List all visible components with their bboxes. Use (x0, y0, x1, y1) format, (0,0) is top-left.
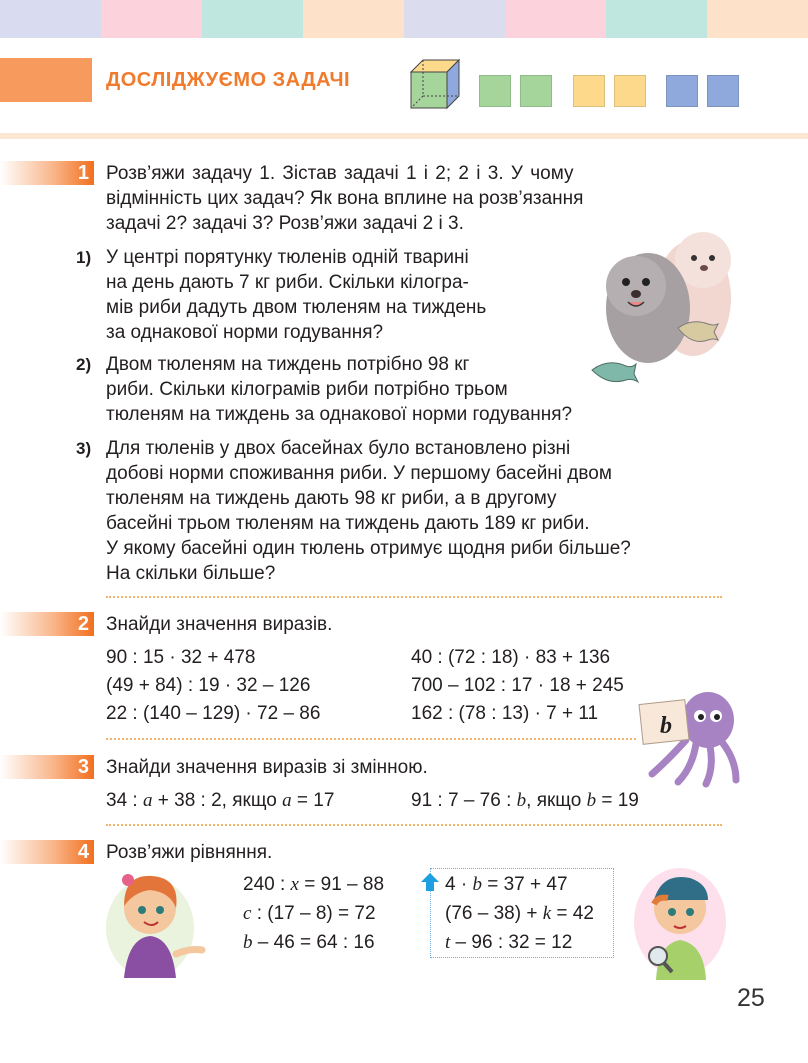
problem-text-line: У центрі порятунку тюленів одній тварині (106, 247, 469, 268)
expr-part: = 42 (551, 903, 594, 924)
expression: 22 : (140 – 129) · 72 – 86 (106, 703, 321, 724)
task-number-badge (0, 612, 94, 636)
variable: t (445, 932, 451, 953)
stripe (101, 0, 202, 38)
expr-part: – 46 = 64 : 16 (252, 932, 375, 953)
expr-part: = 19 (596, 790, 639, 811)
task-title: Розв’яжи рівняння. (106, 842, 273, 863)
stripe (404, 0, 505, 38)
equation (243, 901, 376, 926)
problem-text-line: добові норми споживання риби. У першому басейні двом (106, 463, 612, 484)
task-number-badge (0, 755, 94, 779)
problem-text-line: на день дають 7 кг риби. Скільки кілогра- (106, 272, 469, 293)
variable: b (243, 932, 253, 953)
task-number-badge (0, 840, 94, 864)
dotted-separator (106, 596, 722, 598)
top-color-stripes (0, 0, 808, 38)
expr-part: = 91 – 88 (298, 874, 385, 895)
problem-text-line: Для тюленів у двох басейнах було встановлено різні (106, 438, 571, 459)
task-text-line: відмінність цих задач? Як вона вплине на розв’язання (106, 188, 584, 209)
green-square (479, 75, 511, 107)
variable: b (516, 790, 527, 811)
expr-part: : (17 – 8) = 72 (251, 903, 376, 924)
problem-text-line: басейні трьом тюленям на тиждень дають 189 кг риби. (106, 513, 590, 534)
variable: c (243, 903, 252, 924)
problem-label: 1) (76, 248, 92, 267)
octopus-illustration (636, 688, 744, 788)
problem-text-line: риби. Скільки кілограмів риби потрібно трьом (106, 379, 508, 400)
stripe (303, 0, 404, 38)
expression: 40 : (72 : 18) · 83 + 136 (411, 647, 611, 668)
task-title: Знайди значення виразів. (106, 614, 333, 635)
problem-text-line: за однакової норми годування? (106, 322, 384, 343)
task-number: 4 (77, 841, 89, 863)
blue-square (666, 75, 698, 107)
task-number: 2 (77, 613, 89, 635)
stripe (606, 0, 707, 38)
problem-text-line: На скільки більше? (106, 563, 276, 584)
seals-illustration (588, 228, 748, 386)
problem-text-line: У якому басейні один тюлень отримує щодня риби більше? (106, 538, 631, 559)
expr-part: (76 – 38) + (445, 903, 543, 924)
task-number: 1 (77, 162, 89, 184)
cube-icon (409, 58, 461, 110)
expression-with-variable (411, 788, 639, 813)
green-square (520, 75, 552, 107)
expression-with-variable (106, 788, 334, 813)
card-letter: b (660, 713, 672, 739)
task-title: Знайди значення виразів зі змінною. (106, 757, 428, 778)
expression: 162 : (78 : 13) · 7 + 11 (411, 703, 599, 724)
variable: a (282, 790, 292, 811)
stripe (202, 0, 303, 38)
header-tab (0, 58, 92, 102)
variable: b (472, 874, 482, 895)
problem-text-line: мів риби дадуть двом тюленям на тиждень (106, 297, 487, 318)
task-number: 3 (77, 756, 89, 778)
problem-label: 3) (76, 439, 92, 458)
task-number-badge (0, 161, 94, 185)
expression: 90 : 15 · 32 + 478 (106, 647, 256, 668)
dotted-separator (106, 738, 636, 740)
up-arrow-icon (420, 872, 440, 892)
equation (445, 901, 594, 926)
task-text-line: задачі 2? задачі 3? Розв’яжи задачі 2 і 3. (106, 213, 464, 234)
dotted-separator (106, 824, 722, 826)
expression: (49 + 84) : 19 · 32 – 126 (106, 675, 311, 696)
yellow-square (573, 75, 605, 107)
problem-text-line: тюленям на тиждень за однакової норми годування? (106, 404, 573, 425)
variable: x (290, 874, 299, 895)
equation (243, 872, 384, 897)
variable: k (542, 903, 552, 924)
equation (243, 930, 375, 955)
problem-label: 2) (76, 355, 92, 374)
section-title: ДОСЛІДЖУЄМО ЗАДАЧІ (106, 69, 351, 91)
expression: 700 – 102 : 17 · 18 + 245 (411, 675, 624, 696)
problem-text-line: тюленям на тиждень дають 98 кг риби, а в другому (106, 488, 557, 509)
expr-part: = 37 + 47 (481, 874, 568, 895)
expr-part: 34 : (106, 790, 143, 811)
expr-part: = 17 (291, 790, 335, 811)
stripe (0, 0, 101, 38)
expr-part: 4 · (445, 874, 473, 895)
page-number: 25 (737, 984, 765, 1012)
expr-part: 240 : (243, 874, 291, 895)
blue-square (707, 75, 739, 107)
equation (445, 930, 572, 955)
expr-part: + 38 : 2, якщо (152, 790, 283, 811)
yellow-square (614, 75, 646, 107)
expr-part: – 96 : 32 = 12 (450, 932, 573, 953)
stripe (505, 0, 606, 38)
task-text-line: Розв’яжи задачу 1. Зістав задачі 1 і 2; 2 і 3. У чому (106, 163, 574, 184)
boy-illustration (628, 864, 732, 980)
equation (445, 872, 568, 897)
girl-illustration (104, 866, 212, 978)
variable: b (586, 790, 597, 811)
stripe (707, 0, 808, 38)
expr-part: , якщо (526, 790, 587, 811)
problem-text-line: Двом тюленям на тиждень потрібно 98 кг (106, 354, 470, 375)
variable: a (142, 790, 153, 811)
expr-part: 91 : 7 – 76 : (411, 790, 517, 811)
